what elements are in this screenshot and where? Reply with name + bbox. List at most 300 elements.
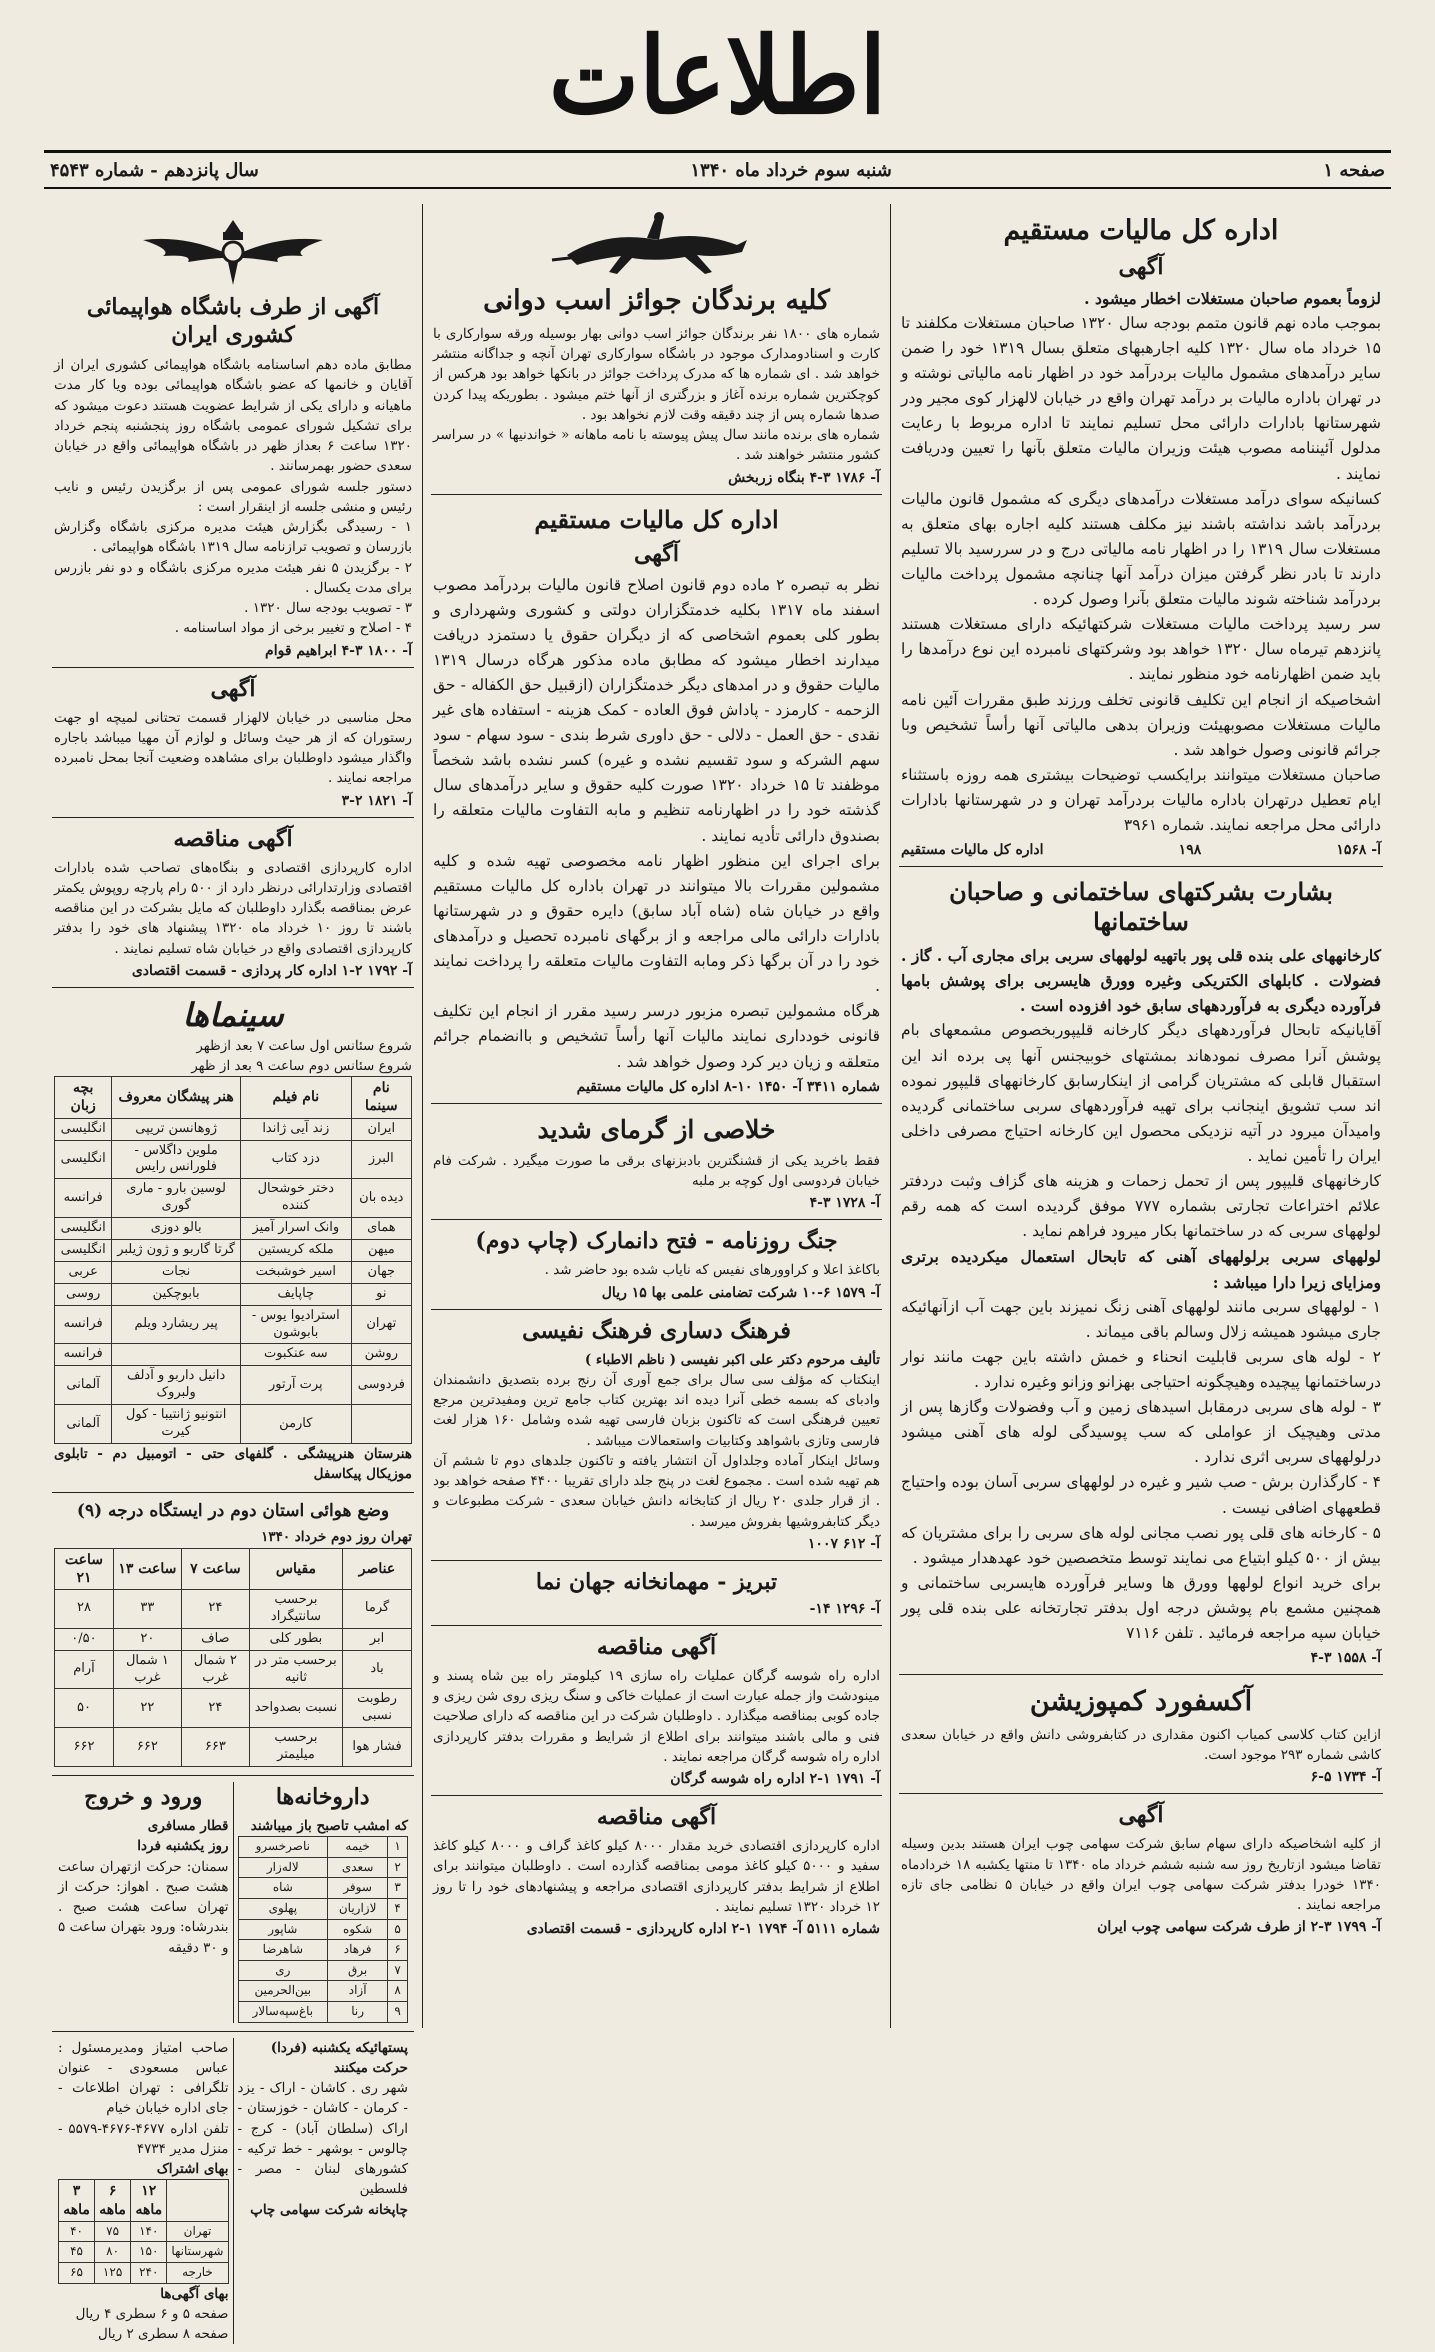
table-row <box>238 1940 408 1961</box>
tabriz-hotel-ad <box>431 1561 882 1626</box>
weather-header-cell: ساعت ۷ <box>181 1548 249 1589</box>
weather-date: تهران روز دوم خرداد ۱۳۴۰ <box>261 1529 412 1546</box>
lead-pipe-paragraph: لولههای سربی برلولههای آهنی که تابحال استعمال میکردیده برتری ومزایای زیرا دارا میباشد : <box>901 1247 1381 1292</box>
cinema-cell: چاپایف <box>240 1283 351 1305</box>
dateline <box>44 150 1391 189</box>
subscription-cell: ۱۵۰ <box>131 2242 167 2263</box>
subscription-table-body <box>59 2221 229 2283</box>
weather-cell: ۶۶۳ <box>181 1728 249 1767</box>
pharmacy-box <box>234 1782 413 2023</box>
travel-title: ورود و خروج <box>84 1784 203 1811</box>
post-box <box>234 2038 413 2345</box>
cinema-cell: روسی <box>55 1283 112 1305</box>
weather-cell: بطور کلی <box>249 1628 342 1650</box>
table-row <box>55 1179 412 1218</box>
tax-notice-paragraph: بموجب ماده نهم قانون متمم بودجه سال ۱۳۲۰ صاحبان مستغلات مکلفند تا ۱۵ خرداد ماه سال ۱۳۲۰ کلیه اجارهبهای متعلق بسال ۱۳۱۹ خود را ضمن سایر درآمدهای مشمول مالیات بردرآمد خود در اظهار نامه مالیاتی نوشته و در تهران باداره مالیات بر درآمد تهران واقع در خیابان لالهزار کوی مجیر ودر شهرستانها بادارات دارائی محل تسلیم نمایند تا اداره مربوط با رعایت مدلول آئیننامه مصوب هیئت وزیران مالیات متعلق بآنها را تعیین ودریافت نمایند . <box>901 313 1382 483</box>
ad-code: آ- ۱۵۵۸ ۳-۴ <box>1310 1650 1381 1667</box>
table-row <box>238 1878 408 1899</box>
subscription-header-cell <box>167 2180 228 2221</box>
wood-company-body: از کلیه اشخاصیکه دارای سهام سابق شرکت سهامی چوب ایران هستند بدین وسیله تقاضا میشود ازتاریخ روز سه شنبه ششم خرداد ماه ۱۳۴۰ تا منتها یکشبه ۱۸ خردادماه ۱۳۴۰ خودرا بدفتر شرکت سهامی چوب ایران واقع در خیابان ۵ نظامی جای تازه مراجعه نمایند . <box>901 1836 1381 1914</box>
subscription-cell: ۶۵ <box>59 2262 95 2283</box>
cinema-cell: وانک اسرار آمیز <box>240 1218 351 1240</box>
weather-cell: ۲۸ <box>55 1590 114 1629</box>
table-row <box>238 2002 408 2023</box>
aero-club-body: مطابق ماده دهم اساسنامه باشگاه هواپیمائی کشوری ایران از آقایان و خانمها که عضو باشگاه هواپیمائی بوده ویا کار مدت ماهیانه و دارای یکی از شرایط عضویت هستند دعوت میشود که برای تشکیل شورای عمومی باشگاه روز پنجشنبه پنجم خرداد ۱۳۲۰ ساعت ۶ بعداز ظهر در باشگاه هواپیمائی واقع در خیابان سعدی حضور بهمرسانند . <box>54 357 412 475</box>
ad-code: آ- ۱۵۶۸ <box>1336 842 1381 859</box>
cinema-cell: جهان <box>351 1261 411 1283</box>
rent-ad <box>52 668 414 818</box>
pharmacy-cell: آزاد <box>328 1981 388 2002</box>
ad-code: آ- ۱۷۸۶ ۳-۴ بنگاه زربخش <box>728 469 880 486</box>
subscription-cell: ۴۰ <box>59 2221 95 2242</box>
tax-notice-paragraph: صاحبان مستغلات میتوانند برایکسب توضیحات بیشتری همه روزه باستثناء ایام تعطیل درتهران باداره مالیات بردرآمد تهران و در شهرستانها بادارات دارائی محل مراجعه نمایند. شماره ۳۹۶۱ <box>901 765 1381 835</box>
subscription-cell: ۷۵ <box>95 2221 131 2242</box>
travel-box <box>54 1782 234 2023</box>
table-row <box>55 1218 412 1240</box>
lead-pipe-list-item: ۲ - لوله های سربی قابلیت انحناء و خمش داشته باین جهت مانند نوار درساختمانها پیچیده وهیچگونه احتیاجی بهزانو وزانو وغیره ندارد . <box>901 1347 1381 1392</box>
pharmacy-cell: ناصرخسرو <box>238 1837 328 1858</box>
masthead <box>44 0 1391 150</box>
cinema-cell: انگلیسی <box>55 1218 112 1240</box>
weather-cell: ۶۶۲ <box>113 1728 181 1767</box>
subscription-header-cell: ۱۲ ماهه <box>131 2180 167 2221</box>
table-row <box>238 1981 408 2002</box>
tax-notice-paragraph: کسانیکه سوای درآمد مستغلات درآمدهای دیگری که مشمول قانون مالیات بردرآمد باشد نداشته باشند نیز مکلف هستند کلیه اجاره بهای متعلق به مستغلات سال ۱۳۱۹ را در اظهار نامه مالیاتی درج و در سررسید بالا تسلیم دارند تا بادر نظر گرفتن میزان درآمد آنها چنانچه مشمول پرداخت مالیات بردرآمد شناخته شوند مالیات متعلق بآنرا وصول کرده . <box>901 489 1381 609</box>
tender-signature <box>433 1921 880 1937</box>
cinema-table <box>54 1076 412 1444</box>
tender-body: اداره کارپردازی اقتصادی و بنگاه‌های تصاحب شده بادارات اقتصادی وزارتدارائی درنظر دارد از ۵۰۰ رام پارچه روپوش یکمتر عرض بمناقصه بگذارد داوطلبان که مایل بشرکت در این مناقصه باشند تا روز ۱۰ خرداد ماه ۱۳۲۰ پیشنهاد های خود را بدفتر کارپردازی اقتصادی واقع در خیابان شاه تسلیم نمایند . <box>54 859 412 957</box>
pharmacy-cell: سعدی <box>328 1857 388 1878</box>
ad-code: آ- ۶۱۲ ۱۰۰۷ <box>807 1535 880 1552</box>
cinema-cell: روشن <box>351 1344 411 1366</box>
weather-cell: ۲۴ <box>181 1689 249 1728</box>
tax-notice-signature <box>901 842 1381 858</box>
cinema-note: شروع سئانس اول ساعت ۷ بعد ازظهر <box>196 1037 412 1054</box>
tender-ad-1 <box>431 1626 882 1796</box>
weather-table-body <box>55 1590 412 1767</box>
pharmacy-cell: خیمه <box>328 1837 388 1858</box>
cinema-cell: استرادیوا یوس - بابوشون <box>240 1305 351 1344</box>
cinema-cell: بابوچکین <box>112 1283 241 1305</box>
wood-company-ad <box>899 1794 1383 1943</box>
weather-cell: رطوبت نسبی <box>343 1689 412 1728</box>
aero-club-signature <box>54 643 412 659</box>
weather-cell: ۱ شمال غرب <box>113 1650 181 1689</box>
cinema-cell: انتونیو ژانتیبا - کول کیرت <box>112 1405 241 1444</box>
tax-notice-paragraph: اشخاصیکه از انجام این تکلیف قانونی تخلف ورزند طبق مقررات آئین نامه مالیات مستغلات مصوبهیئت وزیران بدهی مالیاتی آنها رأساً تشخیص وبا جرائم قانونی وصول خواهد شد . <box>901 690 1381 759</box>
horse-rider-icon <box>547 210 767 280</box>
weather-table-header <box>55 1548 412 1589</box>
cinema-table-body <box>55 1118 412 1443</box>
oxford-ad <box>899 1675 1383 1794</box>
cinema-cell: اسیر خوشبخت <box>240 1261 351 1283</box>
lead-pipe-ad <box>899 867 1383 1675</box>
cinema-section <box>52 988 414 1494</box>
fan-ad <box>431 1104 882 1221</box>
tender-signature <box>54 963 412 979</box>
cinema-cell: دزد کتاب <box>240 1140 351 1179</box>
tabriz-hotel-title: تبریز - مهمانخانه جهان نما <box>535 1568 778 1595</box>
tender-title: آگهی مناقصه <box>596 1633 717 1660</box>
tax-notice-title: اداره کل مالیات مستقیم <box>1003 215 1279 246</box>
tender-signature <box>433 1771 880 1787</box>
aero-club-list-item: ۴ - اصلاح و تغییر برخی از مواد اساسنامه . <box>174 620 412 637</box>
table-row <box>55 1628 412 1650</box>
cinema-cell: انگلیسی <box>55 1239 112 1261</box>
ad-code: آ- ۱۷۲۸ ۳-۴ <box>809 1195 880 1212</box>
tax-notice-2-subtitle: آگهی <box>633 540 680 567</box>
table-row <box>238 1919 408 1940</box>
travel-subtitle: قطار مسافری <box>147 1818 229 1835</box>
tax-notice-2 <box>431 495 882 1104</box>
pharmacy-cell: سوفر <box>328 1878 388 1899</box>
horse-race-ad <box>431 204 882 495</box>
pharmacy-cell: برق <box>328 1960 388 1981</box>
lead-pipe-signature <box>901 1650 1381 1666</box>
ad-number: ۱۹۸ <box>1178 842 1202 859</box>
subscription-cell: ۱۴۰ <box>131 2221 167 2242</box>
tax-notice-1 <box>899 204 1383 867</box>
weather-title: وضع هوائی استان دوم در ایستگاه درجه (۹) <box>76 1501 390 1522</box>
tender-body: اداره راه شوسه گرگان عملیات راه سازی ۱۹ کیلومتر راه بین شاه پسند و مینودشت واز جمله عبارت است از عملیات خاکی و سنگ ریزی روی شن ریزی و جاده کوبی بمناقصه میگذارد . داوطلبان شرکت در این مناقصه که دارای صلاحیت فنی و مالی باشند میتوانند برای اطلاع از شرایط و مقررات بدفتر کارپردازی اداره راه شوسه گرگان مراجعه نمایند . <box>433 1667 881 1765</box>
pharmacy-cell: ۴ <box>388 1899 408 1920</box>
newspaper-logo: اطلاعات <box>548 12 887 138</box>
weather-header-cell: ساعت ۱۳ <box>113 1548 181 1589</box>
weather-cell: ۲ شمال غرب <box>181 1650 249 1689</box>
tax-notice-2-paragraph: برای اجرای این منظور اظهار نامه مخصوصی تهیه شده و کلیه مشمولین مقررات بالا میتوانند در تهران باداره کل مالیات مستقیم واقع در خیابان شاه (شاه آباد سابق) دایره حقوق و در شهرستانها بادارات دارائی مالی مراجعه و از برگهای نامبرده تحصیل و درآمدهای خود را در آن برگها ذکر ومابه التفاوت مالیات متعلقه را پرداخت نمایند . <box>433 851 880 996</box>
cinema-cell: انگلیسی <box>55 1140 112 1179</box>
weather-cell: ۲۴ <box>181 1590 249 1629</box>
cinema-cell: دانیل داربو و آدلف ولبروک <box>112 1366 241 1405</box>
table-row <box>55 1728 412 1767</box>
table-row <box>59 2242 229 2263</box>
table-row <box>55 1283 412 1305</box>
ad-code: شماره ۳۴۱۱ آ- ۱۴۵۰ ۱۰-۸ اداره کل مالیات مستقیم <box>576 1078 880 1095</box>
weather-cell: برحسب متر در ثانیه <box>249 1650 342 1689</box>
pharmacy-cell: ۹ <box>388 2002 408 2023</box>
table-row <box>55 1366 412 1405</box>
dictionary-title: فرهنگ دساری فرهنگ نفیسی <box>522 1317 791 1344</box>
table-row <box>55 1261 412 1283</box>
tender-ad-3 <box>52 818 414 988</box>
lead-pipe-title: بشارت بشرکتهای ساختمانی و صاحبان ساختمانها <box>949 877 1333 937</box>
weather-cell: برحسب میلیمتر <box>249 1728 342 1767</box>
pharmacy-cell: شاه <box>238 1878 328 1899</box>
cinema-cell: نو <box>351 1283 411 1305</box>
rent-ad-signature <box>54 793 412 809</box>
weather-cell: فشار هوا <box>343 1728 412 1767</box>
ad-code: آ- ۱۷۹۲ ۲-۱ اداره کار پردازی - قسمت اقتصادی <box>131 962 412 979</box>
pharmacy-cell: لاله‌زار <box>238 1857 328 1878</box>
tender-body: اداره کارپردازی اقتصادی خرید مقدار ۸۰۰۰ کیلو کاغذ گراف و ۸۰۰۰ کیلو کاغذ سفید و ۵۰۰۰ کیلو کاغذ مومی بمناقصه گذارده است . داوطلبان میتوانند برای اطلاع از شرایط بدفتر کارپردازی اقتصادی مراجعه و پیشنهادهای خود را تا روز ۱۲ خرداد ۱۳۲۰ تسلیم نمایند . <box>433 1838 881 1915</box>
subscription-cell: خارجه <box>167 2262 228 2283</box>
pharmacy-cell: ۸ <box>388 1981 408 2002</box>
rent-ad-body: محل مناسبی در خیابان لالهزار قسمت تحتانی لمیچه او جهت رستوران که از هر حیث وسائل و لوازم آن مهیا میباشد باجاره واگذار میشود داوطلبان برای مشاهده وضعیت آنجا بمحل نامبرده مراجعه نمایند . <box>54 709 412 787</box>
cinema-cell: بالو دوزی <box>112 1218 241 1240</box>
cinema-cell <box>351 1405 411 1444</box>
weather-header-cell: مقیاس <box>249 1548 342 1589</box>
book-ad <box>431 1220 882 1309</box>
table-row <box>238 1899 408 1920</box>
cinema-cell: زند آیی ژاندا <box>240 1118 351 1140</box>
tender-title: آگهی مناقصه <box>596 1804 717 1831</box>
pharmacy-table <box>238 1836 409 2022</box>
aero-club-title: آگهی از طرف باشگاه هواپیمائی کشوری ایران <box>86 294 380 348</box>
pharmacy-cell: ۳ <box>388 1878 408 1899</box>
horse-race-body: شماره های ۱۸۰۰ نفر برندگان جوائز اسب دوانی بهار بوسیله ورقه سوارکاری با کارت و اسنادومدارک موجود در باشگاه سوارکاری تهران آنچه و جداگانه منتشر خواهد شد . ای شماره ها که مدرک پرداخت جوائز در بانکها خواهد بود هرکس از کوچکترین شماره برنده آغاز و بزرگتری از آنها ختم میشود . بطوریکه پیدا کردن صدها شماره پس از چند دقیقه وقت لازم نخواهد بود . <box>433 325 880 423</box>
printer: چاپخانه شرکت سهامی چاپ <box>250 2201 408 2218</box>
subscription-table-header <box>59 2180 229 2221</box>
table-row <box>59 2221 229 2242</box>
cinema-cell: ایران <box>351 1118 411 1140</box>
pharmacy-title: داروخانه‌ها <box>275 1784 370 1811</box>
weather-cell: برحسب سانتیگراد <box>249 1590 342 1629</box>
horse-race-body: شماره های برنده مانند سال پیش پیوسته با نامه ماهانه « خواندنیها » در سراسر کشور منتشر خواهند شد . <box>433 427 880 464</box>
wood-company-title: آگهی <box>1118 1802 1164 1829</box>
column-middle <box>423 204 891 2028</box>
cinema-header-cell: هنر پیشگان معروف <box>112 1077 241 1118</box>
dictionary-signature <box>433 1536 880 1552</box>
table-row <box>59 2262 229 2283</box>
horse-race-signature <box>433 470 880 486</box>
pharmacy-cell: شکوه <box>328 1919 388 1940</box>
table-row <box>55 1650 412 1689</box>
weather-cell: ۶۶۲ <box>55 1728 114 1767</box>
table-row <box>55 1118 412 1140</box>
aero-club-body: دستور جلسه شورای عمومی پس از برگزیدن رئیس و نایب رئیس و منشی جلسه از اینقرار است : <box>54 478 412 515</box>
post-title: پستهائیکه یکشنبه (فردا) <box>270 2039 408 2056</box>
pharmacy-cell: لازاریان <box>328 1899 388 1920</box>
cinema-cell: دیده بان <box>351 1179 411 1218</box>
column-left <box>44 204 423 2343</box>
column-right <box>891 204 1391 2028</box>
subscription-box <box>54 2038 234 2345</box>
ad-code: شماره ۵۱۱۱ آ- ۱۷۹۴ ۱-۲ اداره کارپردازی - قسمت اقتصادی <box>526 1921 880 1938</box>
wood-company-signature <box>901 1919 1381 1935</box>
cinema-cell: ژوهانسن تریپی <box>112 1118 241 1140</box>
fan-ad-signature <box>433 1195 880 1211</box>
weather-header-cell: ساعت ۲۱ <box>55 1548 114 1589</box>
subscription-cell: ۸۰ <box>95 2242 131 2263</box>
ad-code: آ- ۱۵۷۹ ۶-۱۰ شرکت تضامنی علمی بها ۱۵ ریال <box>601 1284 880 1301</box>
subscription-cell: شهرستانها <box>167 2242 228 2263</box>
weather-cell: گرما <box>343 1590 412 1629</box>
weather-cell: ۲۲ <box>113 1689 181 1728</box>
post-body: شهر ری . کاشان - اراک - یزد - کرمان - کاشان - خوزستان - اراک (سلطان آباد) - کرج - چالوس - بوشهر - خط ترکیه - کشورهای لبنان - مصر - فلسطین <box>237 2080 408 2198</box>
cinema-cell <box>112 1344 241 1366</box>
owner-line: صاحب امتیاز ومدیرمسئول : عباس مسعودی - عنوان تلگرافی : تهران اطلاعات - جای اداره خیابان خیام <box>58 2039 229 2117</box>
oxford-body: ازاین کتاب کلاسی کمیاب اکنون مقداری در کتابفروشی دانش واقع در خیابان سعدی کاشی شماره ۲۹۳ موجود است. <box>901 1726 1381 1764</box>
ad-signer: اداره کل مالیات مستقیم <box>901 842 1044 859</box>
pharmacy-cell: ۶ <box>388 1940 408 1961</box>
tabriz-hotel-signature <box>433 1601 880 1617</box>
cinema-table-header <box>55 1077 412 1118</box>
tax-notice-2-signature <box>433 1079 880 1095</box>
ad-code: آ- ۱۷۹۹ ۳-۲ از طرف شرکت سهامی چوب ایران <box>1097 1919 1381 1936</box>
lead-pipe-list-item: ۳ - لوله های سربی درمقابل اسیدهای زمین و آب وفضولات وگازها پس از مدتی وهیچیک از عواملی که سب پوسیدگی لوله های آهنی میشود درلولههای سربی اثری ندارد . <box>901 1398 1381 1467</box>
travel-day: روز یکشنبه فردا <box>137 1838 229 1855</box>
cinema-cell: همای <box>351 1218 411 1240</box>
dictionary-body: وسائل اینکار آماده وجلداول آن انتشار یافته و تاکنون جلدهای دوم تا ششم آن هم تهیه شده است . مجموع لغت در پنج جلد دارای تقریبا ۴۴۰۰ صفحه خواهد بود . از قرار جلدی ۲۰ ریال از کتابخانه دانش خیابان سعدی - شرکت مطبوعات و دیگر کتابفروشیها بفروش میرسد . <box>433 1452 880 1530</box>
ad-price-title: بهای آگهی‌ها <box>160 2285 229 2302</box>
tender-title: آگهی مناقصه <box>173 825 293 852</box>
rent-ad-title: آگهی <box>210 675 256 702</box>
lead-pipe-paragraph: کارخانههای قلیپور پس از تحمل زحمات و هزینه های گزاف وثبت دردفتر علائم اختراعات تجارتی بشماره ۷۷۷ موفق گردیده است که همه رقم لولههای سربی که در ساختمانها بکار میرود فراهم نماید . <box>901 1172 1381 1241</box>
pharmacy-cell: ۱ <box>388 1837 408 1858</box>
issue-date: شنبه سوم خرداد ماه ۱۳۴۰ <box>690 159 892 181</box>
book-ad-title: جنگ روزنامه - فتح دانمارک (چاپ دوم) <box>475 1228 838 1255</box>
cinema-cell: گرتا گاربو و ژون ژیلبر <box>112 1239 241 1261</box>
cinema-cell: دختر خوشحال کننده <box>240 1179 351 1218</box>
pharmacy-cell: باغ‌سپه‌سالار <box>238 2002 328 2023</box>
tax-notice-lead: لزوماً بعموم صاحبان مستغلات اخطار میشود . <box>1084 288 1381 308</box>
aero-club-list-item: ۲ - برگزیدن ۵ نفر هیئت مدیره مرکزی باشگاه و دو نفر بازرس برای مدت یکسال . <box>54 559 412 596</box>
cinema-cell: ملوین داگلاس - فلورانس رایس <box>112 1140 241 1179</box>
cinema-cell: نجات <box>112 1261 241 1283</box>
weather-cell: ۰/۵۰ <box>55 1628 114 1650</box>
book-ad-signature <box>433 1285 880 1301</box>
dictionary-ad <box>431 1310 882 1561</box>
phone-line: تلفن اداره ۴۶۷۷-۴۶۷۶-۵۵۷۹ - منزل مدیر ۴۷۳۴ <box>58 2120 229 2157</box>
subscription-cell: تهران <box>167 2221 228 2242</box>
lead-pipe-list-item: ۴ - کارگذارن برش - صب شیر و غیره در لولههای سربی آسان بوده واحتیاج قطعههای اضافی نیست . <box>901 1473 1381 1517</box>
tax-notice-paragraph: سر رسید پرداخت مالیات مستغلات شرکتهائیکه دارای مستغلات هستند پانزدهم تیرماه سال ۱۳۲۰ خواهد بود وشرکتهای نامبرده این نوع درآمدها را باید ضمن اظهارنامه خود منظور نمایند . <box>901 615 1381 684</box>
cinema-cell: میهن <box>351 1239 411 1261</box>
cinema-cell: آلمانی <box>55 1366 112 1405</box>
lead-pipe-paragraph: برای خرید انواع لولهها وورق ها وسایر فرآورده هایسربی ساختمانی و همچنین مشمع بام پوشش درجه اول بدفتر تجارتخانه علی بنده قلی پور خیابان سپه مراجعه فرمائید . تلفن ۷۱۱۶ <box>901 1573 1381 1643</box>
ad-price-line: صفحه ۸ سطری ۲ ریال <box>97 2326 229 2343</box>
weather-cell: آرام <box>55 1650 114 1689</box>
horse-race-title: کلیه برندگان جوائز اسب دوانی <box>483 285 830 316</box>
book-ad-body: باکاغذ اعلا و کراوورهای نفیس که نایاب شده بود حاضر شد . <box>544 1262 880 1279</box>
table-row <box>238 1857 408 1878</box>
cinema-cell: البرز <box>351 1140 411 1179</box>
publisher-info <box>52 2032 414 2352</box>
table-row <box>55 1305 412 1344</box>
pharmacy-cell: ۷ <box>388 1960 408 1981</box>
tender-ad-2 <box>431 1796 882 1945</box>
cinema-cell: انگلیسی <box>55 1118 112 1140</box>
weather-section <box>52 1493 414 1776</box>
dictionary-body: اینکتاب که مؤلف سی سال برای جمع آوری آن رنج برده بتصدیق دانشمندان وادبای که بسمه خطی آنرا دیده اند بهترین کتاب جامع ترین ومفیدترین مرجع تعیین فرهنگی است که تاکنون بزبان فارسی تهیه شده وشامل ۱۶۰ هزار لغت فارسی وتازی باشواهد وکتابیات واستعمالات میباشد . <box>433 1371 880 1449</box>
fan-ad-title: خلاصی از گرمای شدید <box>537 1114 776 1144</box>
pharmacy-cell: پهلوی <box>238 1899 328 1920</box>
table-row <box>238 1837 408 1858</box>
ad-code: آ- ۱۲۹۶ ۱۴- <box>809 1600 880 1617</box>
cinema-footer: هنرستان هنرپیشگی . گلفهای حتی - اتومبیل دم - تابلوی موزیکال پیکاسفل <box>54 1445 412 1483</box>
cinema-cell: لوسین بارو - ماری گوری <box>112 1179 241 1218</box>
pharmacy-cell: فرهاد <box>328 1940 388 1961</box>
ad-code: آ- ۱۷۳۴ ۵-۶ <box>1310 1769 1381 1786</box>
post-subtitle: حرکت میکنند <box>333 2059 408 2076</box>
page-number: صفحه ۱ <box>1323 159 1385 181</box>
pharmacy-cell: ری <box>238 1960 328 1981</box>
travel-body: سمنان: حرکت ازتهران ساعت هشت صبح . اهواز: حرکت از تهران ساعت هشت صبح . بندرشاه: ورود بتهران ساعت ۵ و ۳۰ دقیقه <box>58 1858 229 1956</box>
table-row <box>55 1344 412 1366</box>
weather-cell: ۳۳ <box>113 1590 181 1629</box>
info-section <box>52 1776 414 2032</box>
lead-pipe-paragraph: آقایانیکه تابحال فرآوردههای دیگر کارخانه قلیپوربخصوص مشمعهای بام پوشش آنرا مصرف نمودهاند بمشتهای خوبیجنس آنها پی برده اند این استقبال قابلی که مشتریان گرامی از اینکارسابق کارخانههای قلیپور نموده اند سب تشویق اینجانب برای تهیه فرآوردههای سربی ساختمانی گردیده وامیدآن میرود در آتیه نزدیکی محصول این کارخانه احتیاج مصرفی داخلی ایران را تأمین نماید . <box>901 1021 1381 1166</box>
tax-notice-2-title: اداره کل مالیات مستقیم <box>534 504 779 534</box>
aero-club-list-item: ۳ - تصویب بودجه سال ۱۳۲۰ . <box>244 600 412 616</box>
fan-ad-body: فقط باخرید یکی از قشنگترین بادبزنهای برقی ما صورت میگیرد . شرکت فام خیابان فردوسی اول کوچه بر ملبه <box>433 1152 880 1190</box>
cinema-cell: آلمانی <box>55 1405 112 1444</box>
ad-code: آ- ۱۸۰۰ ۳-۴ ابراهیم قوام <box>265 642 412 659</box>
ad-code: آ- ۱۸۲۱ ۲-۳ <box>341 792 412 809</box>
cinema-cell: کارمن <box>240 1405 351 1444</box>
publisher-row <box>54 2038 412 2345</box>
winged-emblem-icon <box>133 210 333 290</box>
cinema-header-cell: بچه زبان <box>55 1077 112 1118</box>
cinema-cell: فرانسه <box>55 1179 112 1218</box>
weather-table <box>54 1548 412 1767</box>
table-row <box>55 1239 412 1261</box>
cinema-cell: پیر ریشارد ویلم <box>112 1305 241 1344</box>
subscription-cell: ۴۵ <box>59 2242 95 2263</box>
ad-code: آ- ۱۷۹۱ ۱-۲ اداره راه شوسه گرگان <box>670 1771 880 1788</box>
subscription-cell: ۱۲۵ <box>95 2262 131 2283</box>
weather-cell: صاف <box>181 1628 249 1650</box>
pharmacy-cell: رنا <box>328 2002 388 2023</box>
subscription-header-cell: ۶ ماهه <box>95 2180 131 2221</box>
cinema-cell: سه عنکبوت <box>240 1344 351 1366</box>
cinema-cell: ملکه کریستین <box>240 1239 351 1261</box>
issue-number: سال پانزدهم - شماره ۴۵۴۳ <box>50 159 259 181</box>
cinema-header-cell: نام سینما <box>351 1077 411 1118</box>
info-row <box>54 1782 412 2023</box>
cinema-cell: فرانسه <box>55 1305 112 1344</box>
pharmacy-cell: شاهرضا <box>238 1940 328 1961</box>
table-row <box>238 1960 408 1981</box>
pharmacy-cell: ۲ <box>388 1857 408 1878</box>
table-row <box>55 1590 412 1629</box>
weather-cell: ۵۰ <box>55 1689 114 1728</box>
lead-pipe-list-item: ۵ - کارخانه های قلی پور نصب مجانی لوله های سربی را برای مشتریان که بیش از ۵۰۰ کیلو ابتیاع می نمایند توسط متخصصین خود عهدهدار میشود . <box>901 1523 1381 1567</box>
lead-pipe-paragraph: کارخانههای علی بنده قلی پور باتهیه لولههای سربی برای مجاری آب . گاز . فضولات . کابلهای الکتریکی وغیره وورق هایسربی برای پوشش بامها فرآورده دیگری به فرآوردههای سابق خود افزوده است . <box>901 946 1381 1016</box>
oxford-title: آکسفورد کمپوزیشن <box>1029 1686 1253 1718</box>
subscription-title: بهای اشتراک <box>156 2161 229 2178</box>
cinema-header-cell: نام فیلم <box>240 1077 351 1118</box>
cinema-cell: تهران <box>351 1305 411 1344</box>
tax-notice-subtitle: آگهی <box>1118 253 1164 280</box>
oxford-signature <box>901 1769 1381 1785</box>
table-row <box>55 1689 412 1728</box>
weather-cell: ابر <box>343 1628 412 1650</box>
subscription-header-cell: ۳ ماهه <box>59 2180 95 2221</box>
cinema-cell: پرت آرتور <box>240 1366 351 1405</box>
weather-cell: نسبت بصدواحد <box>249 1689 342 1728</box>
cinema-cell: فردوسی <box>351 1366 411 1405</box>
lead-pipe-list-item: ۱ - لولههای سربی مانند لولههای آهنی زنگ نمیزند باین جهت آب ازآنهائیکه جاری میشود همیشه زلال وسالم باقی میماند . <box>901 1297 1381 1341</box>
subscription-table <box>58 2179 229 2283</box>
pharmacy-subtitle: که امشب تاصبح باز میباشند <box>250 1818 408 1835</box>
subscription-cell: ۲۴۰ <box>131 2262 167 2283</box>
weather-cell: ۲۰ <box>113 1628 181 1650</box>
aero-club-ad <box>52 204 414 668</box>
cinema-title: سینماها <box>182 995 284 1034</box>
pharmacy-cell: بین‌الحرمین <box>238 1981 328 2002</box>
pharmacy-cell: شاپور <box>238 1919 328 1940</box>
ad-price-line: صفحه ۵ و ۶ سطری ۴ ریال <box>75 2305 229 2322</box>
weather-cell: باد <box>343 1650 412 1689</box>
tax-notice-2-paragraph: نظر به تبصره ۲ ماده دوم قانون اصلاح قانون مالیات بردرآمد مصوب اسفند ماه ۱۳۱۷ بکلیه خدمتگزاران دولتی و کشوری وشهرداری و بطور کلی بعموم اشخاصی که از دیگران حقوق یا دستمزد دریافت میدارند اخطار میشود که مطابق ماده مذکور هرگاه درسال ۱۳۱۹ مالیات حقوق و در امدهای دیگر خدمتگزاران (ازقبیل حق الکفاله - حق الزحمه - کارمزد - پاداش فوق العاده - کمک هزینه - استفاده های غیر نقدی - حق العمل - دلالی - حق داوری شرط بندی - سود سهام - سود سهم الشرکه و سود تقسیم نشده و غیره) کسر نشده باشد شخصاً موظفند تا ۱۵ خرداد ۱۳۲۰ صورت کلیه حقوق و سایر درآمدهای سال گذشته خود را در اظهارنامه تنظیم و مابه التفاوت مالیات متعلقه را بصندوق دارائی تأدیه نمایند . <box>433 575 881 845</box>
dictionary-author: تألیف مرحوم دکتر علی اکبر نفیسی ( ناظم الاطباء ) <box>584 1351 880 1368</box>
pharmacy-table-body <box>238 1837 408 2022</box>
aero-club-list-item: ۱ - رسیدگی بگزارش هیئت مدیره مرکزی باشگاه وگزارش بازرسان و تصویب ترازنامه سال ۱۳۱۹ باشگاه هواپیمائی . <box>54 519 412 556</box>
cinema-cell: عربی <box>55 1261 112 1283</box>
table-row <box>55 1405 412 1444</box>
tax-notice-2-paragraph: هرگاه مشمولین تبصره مزبور درسر رسید مقرر از انجام این تکلیف قانونی خودداری نمایند مالیات آنها رأساً تشخیص و باانضمام جرائم متعلقه و زیان دیر کرد وصول خواهد شد . <box>433 1002 880 1071</box>
